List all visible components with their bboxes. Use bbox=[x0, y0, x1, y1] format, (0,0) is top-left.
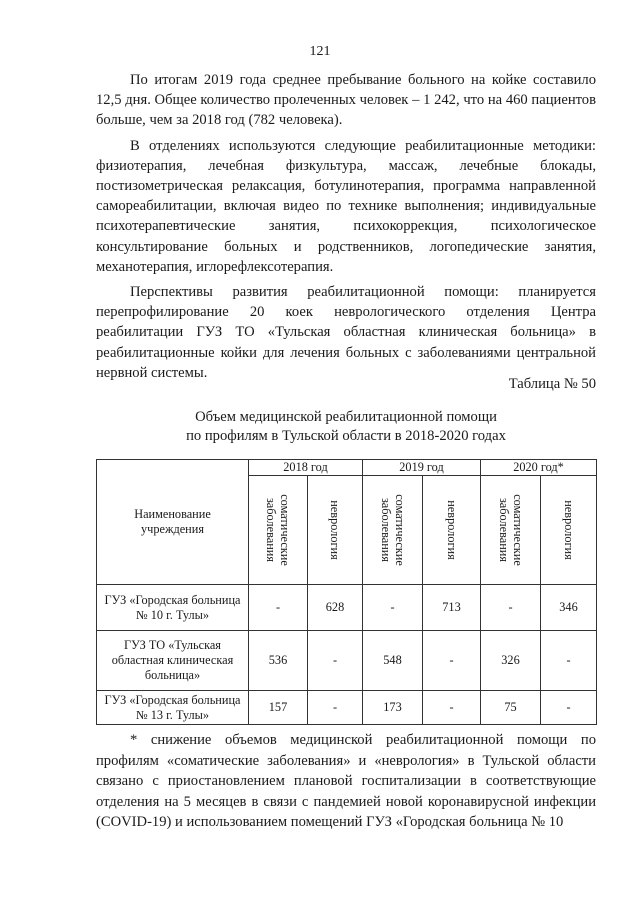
cell-value: - bbox=[308, 691, 363, 725]
cell-value: - bbox=[249, 585, 308, 631]
header-somatic-2019: соматические заболевания bbox=[363, 476, 423, 585]
cell-value: - bbox=[541, 691, 597, 725]
header-somatic-2018: соматические заболевания bbox=[249, 476, 308, 585]
cell-value: 536 bbox=[249, 631, 308, 691]
cell-value: 713 bbox=[423, 585, 481, 631]
rehab-volume-table bbox=[96, 459, 597, 725]
header-year-2018: 2018 год bbox=[249, 460, 363, 476]
cell-value: - bbox=[363, 585, 423, 631]
footnote bbox=[96, 730, 596, 833]
cell-value: 75 bbox=[481, 691, 541, 725]
cell-value: 548 bbox=[363, 631, 423, 691]
cell-value: - bbox=[481, 585, 541, 631]
cell-value: - bbox=[423, 691, 481, 725]
header-neuro-2020: неврология bbox=[541, 476, 597, 585]
table-number: Таблица № 50 bbox=[508, 376, 596, 392]
cell-value: 157 bbox=[249, 691, 308, 725]
table-row bbox=[97, 631, 597, 691]
cell-value: 628 bbox=[308, 585, 363, 631]
header-somatic-2020: соматические заболевания bbox=[481, 476, 541, 585]
table-title-line2: по профилям в Тульской области в 2018-2020 годах bbox=[186, 428, 506, 444]
header-neuro-2019: неврология bbox=[423, 476, 481, 585]
header-year-2020: 2020 год* bbox=[481, 460, 597, 476]
row-institution-name: ГУЗ ТО «Тульская областная клиническая больница» bbox=[97, 631, 249, 691]
paragraph-stay-stats: По итогам 2019 года среднее пребывание больного на койке составило 12,5 дня. Общее количество пролеченных человек – 1 242, что на 460 пациентов больше, чем за 2018 год (782 человека). bbox=[96, 72, 596, 129]
cell-value: - bbox=[541, 631, 597, 691]
paragraph-perspectives: Перспективы развития реабилитационной помощи: планируется перепрофилирование 20 коек неврологического отделения Центра реабилитации ГУЗ ТО «Тульская областная клиническая больница» в реабилитационные койки для лечения больных с заболеваниями центральной нервной системы. bbox=[96, 284, 596, 381]
paragraph-methods: В отделениях используются следующие реабилитационные методики: физиотерапия, лечебная физкультура, массаж, лечебные блокады, постизометрическая релаксация, ботулинотерапия, программа направленной самореабилитации, включая видео по технике выполнения; индивидуальные психотерапевтические занятия, психокоррекция, психологическое консультирование больных и родственников, логопедические занятия, механотерапия, иглорефлексотерапия. bbox=[96, 137, 596, 275]
page-number: 121 bbox=[309, 44, 331, 59]
cell-value: - bbox=[423, 631, 481, 691]
table-header-row-years bbox=[97, 460, 597, 476]
row-institution-name: ГУЗ «Городская больница № 13 г. Тулы» bbox=[97, 691, 249, 725]
table-title-line1: Объем медицинской реабилитационной помощи bbox=[195, 409, 497, 425]
header-institution: Наименование учреждения bbox=[97, 460, 249, 585]
cell-value: 346 bbox=[541, 585, 597, 631]
row-institution-name: ГУЗ «Городская больница № 10 г. Тулы» bbox=[97, 585, 249, 631]
footnote-text: * снижение объемов медицинской реабилитационной помощи по профилям «соматические заболевания» и «неврология» в Тульской области связано с приостановлением плановой госпитализации в соответствующие отделения на 5 месяцев в связи с пандемией новой коронавирусной инфекции (COVID-19) и использованием помещений ГУЗ «Городская больница № 10 bbox=[96, 732, 596, 830]
body-text bbox=[96, 70, 596, 388]
header-neuro-2018: неврология bbox=[308, 476, 363, 585]
header-year-2019: 2019 год bbox=[363, 460, 481, 476]
cell-value: 173 bbox=[363, 691, 423, 725]
table-title bbox=[96, 408, 596, 446]
cell-value: 326 bbox=[481, 631, 541, 691]
cell-value: - bbox=[308, 631, 363, 691]
table-row bbox=[97, 691, 597, 725]
table-row bbox=[97, 585, 597, 631]
